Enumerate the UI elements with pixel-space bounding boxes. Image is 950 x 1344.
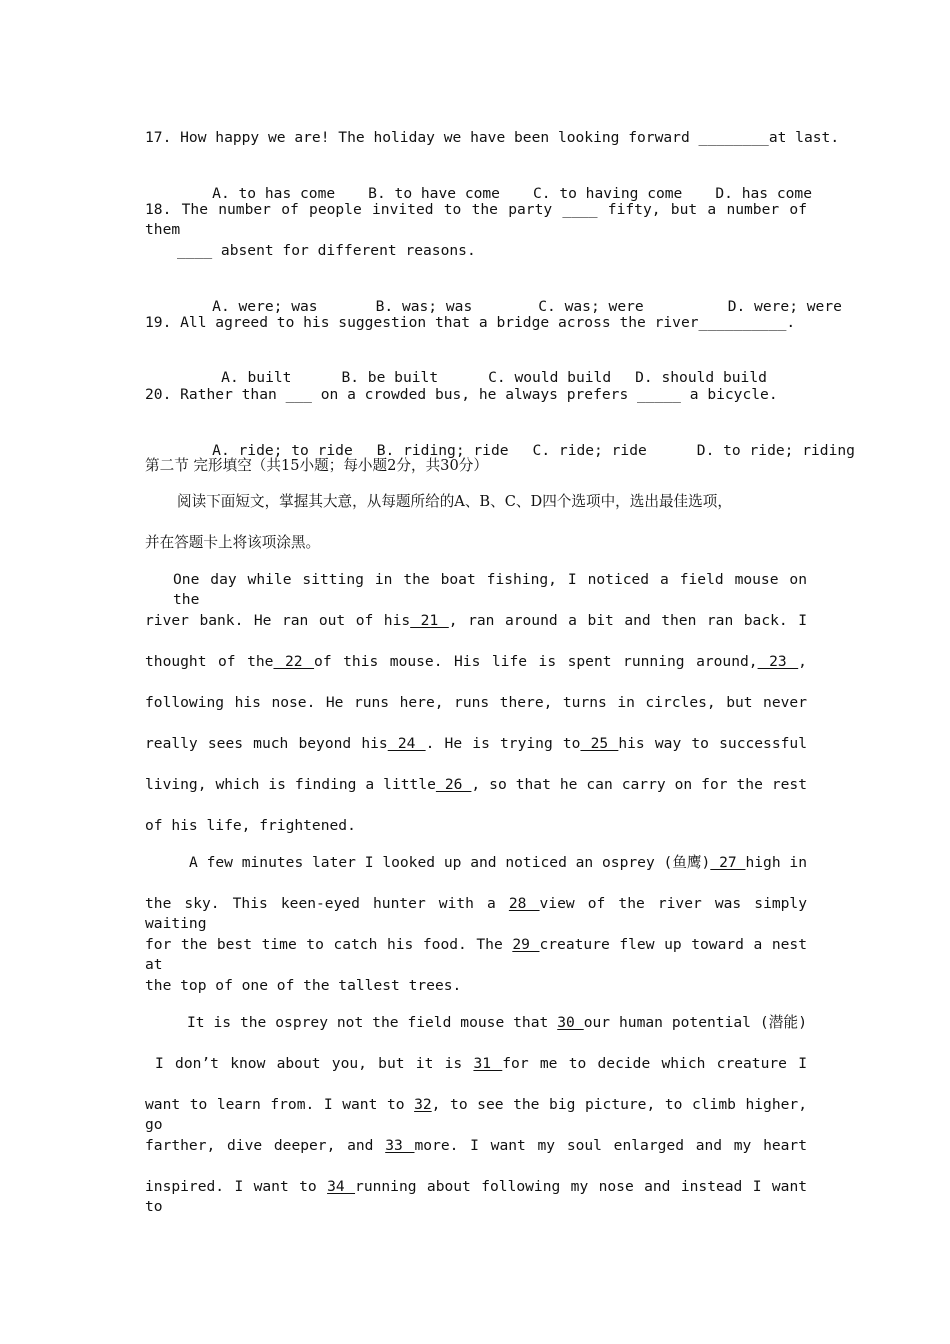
passage-line: of his life, frightened.: [145, 817, 356, 834]
question-18-stem: 18. The number of people invited to the party ____ fifty, but a number of them: [145, 201, 807, 238]
passage-line: inspired. I want to 34 running about following my nose and instead I want to: [145, 1178, 808, 1215]
q20-option-a: A. ride; to ride: [212, 442, 353, 459]
passage-line: river bank. He ran out of his 21 , ran around a bit and then ran back. I: [145, 612, 807, 629]
question-18-stem-cont: ____ absent for different reasons.: [177, 242, 476, 259]
blank-32: 32: [414, 1096, 432, 1113]
q18-option-a: A. were; was: [212, 298, 318, 315]
blank-27: 27: [710, 854, 746, 871]
q19-option-d: D. should build: [635, 369, 767, 386]
blank-21: 21: [410, 612, 449, 629]
q20-option-d: D. to ride; riding: [696, 442, 855, 459]
passage-line: the sky. This keen-eyed hunter with a 28 view of the river was simply waiting: [145, 895, 807, 932]
passage-line: A few minutes later I looked up and noticed an osprey (鱼鹰) 27 high in: [189, 854, 807, 871]
question-20-stem: 20. Rather than ___ on a crowded bus, he always prefers _____ a bicycle.: [145, 386, 778, 403]
blank-25: 25: [580, 735, 619, 752]
passage-line: I don’t know about you, but it is 31 for me to decide which creature I: [155, 1055, 807, 1072]
blank-29: 29: [512, 936, 540, 953]
blank-23: 23: [757, 653, 799, 670]
q17-option-c: C. to having come: [532, 185, 683, 202]
q17-option-a: A. to has come: [212, 185, 336, 202]
section-heading: 第二节 完形填空（共15小题；每小题2分，共30分）: [145, 457, 488, 474]
q18-option-c: C. was; were: [538, 298, 644, 315]
passage-line: thought of the 22 of this mouse. His life is spent running around, 23 ,: [145, 653, 807, 670]
q17-option-d: D. has come: [715, 185, 812, 202]
passage-line: farther, dive deeper, and 33 more. I want my soul enlarged and my heart: [145, 1137, 808, 1154]
passage-line: following his nose. He runs here, runs there, turns in circles, but never: [145, 694, 807, 711]
section-instruction-2: 并在答题卡上将该项涂黑。: [145, 534, 321, 551]
q18-option-b: B. was; was: [375, 298, 473, 315]
passage-line: for the best time to catch his food. The 29 creature flew up toward a nest at: [145, 936, 808, 973]
q18-option-d: D. were; were: [727, 298, 842, 315]
blank-30: 30: [557, 1014, 584, 1031]
q20-option-b: B. riding; ride: [376, 442, 509, 459]
question-19-stem: 19. All agreed to his suggestion that a bridge across the river__________.: [145, 314, 796, 331]
passage-line: One day while sitting in the boat fishing, I noticed a field mouse on the: [173, 571, 807, 608]
passage-line: want to learn from. I want to 32, to see the big picture, to climb higher, go: [145, 1096, 807, 1133]
q20-option-c: C. ride; ride: [532, 442, 647, 459]
q17-option-b: B. to have come: [368, 185, 500, 202]
blank-26: 26: [435, 776, 472, 793]
section-instruction-1: 阅读下面短文，掌握其大意，从每题所给的A、B、C、D四个选项中，选出最佳选项，: [177, 493, 732, 510]
passage-line: the top of one of the tallest trees.: [145, 977, 462, 994]
blank-22: 22: [273, 653, 315, 670]
passage-line: It is the osprey not the field mouse that 30 our human potential (潜能): [187, 1014, 807, 1031]
blank-31: 31: [473, 1055, 503, 1072]
passage-line: living, which is finding a little 26 , so that he can carry on for the rest: [145, 776, 807, 793]
blank-34: 34: [327, 1178, 356, 1195]
q19-option-b: B. be built: [341, 369, 439, 386]
passage-line: really sees much beyond his 24 . He is trying to 25 his way to successful: [145, 735, 807, 752]
question-17-stem: 17. How happy we are! The holiday we have been looking forward ________at last.: [145, 129, 840, 146]
blank-24: 24: [387, 735, 426, 752]
blank-28: 28: [508, 895, 540, 912]
q19-option-a: A. built: [221, 369, 292, 386]
q19-option-c: C. would build: [488, 369, 612, 386]
blank-33: 33: [385, 1137, 415, 1154]
